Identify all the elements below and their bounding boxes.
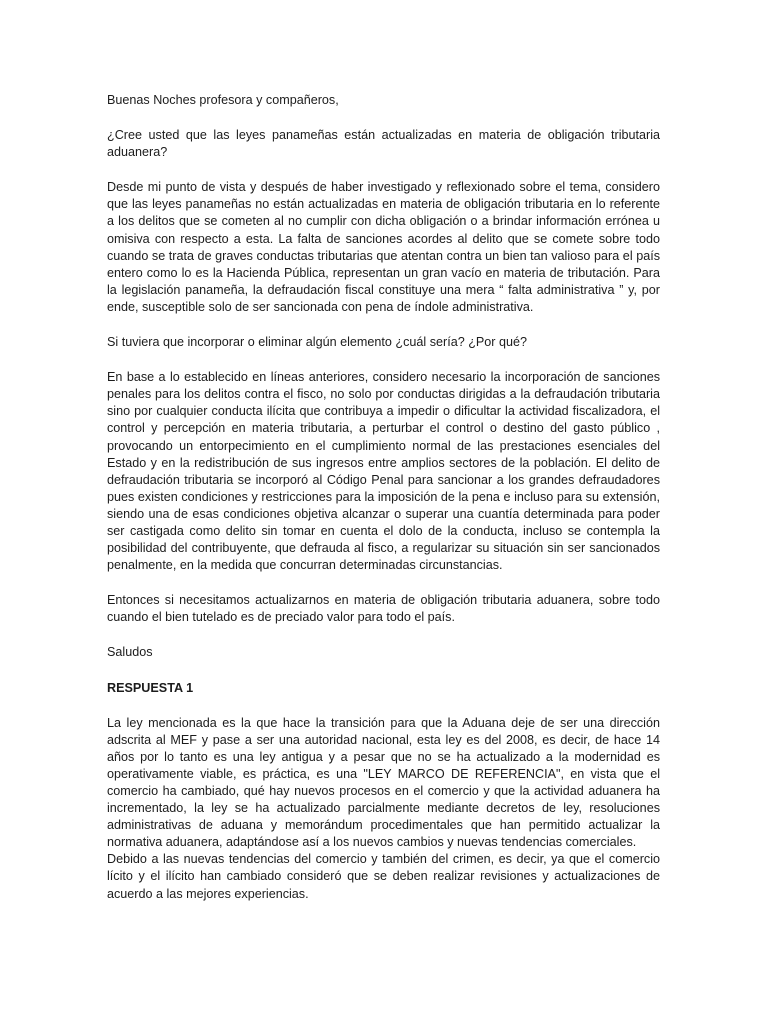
answer-1: Desde mi punto de vista y después de haber investigado y reflexionado sobre el tema, considero que las leyes panameñas no están actualizadas en materia de obligación tributaria en lo referente a los delitos que se cometen al no cumplir con dicha obligación o a brindar información errónea u omisiva con respecto a esta. La falta de sanciones acordes al delito que se comete sobre todo cuando se trata de graves conductas tributarias que atentan contra un bien tan valioso para el país entero como lo es la Hacienda Pública, representan un gran vacío en materia de tributación. Para la legislación panameña, la defraudación fiscal constituye una mera “ falta administrativa ” y, por ende, susceptible solo de ser sancionada con pena de índole administrativa. (107, 180, 660, 314)
response-heading: RESPUESTA 1 (107, 680, 194, 695)
response-paragraph-2: Debido a las nuevas tendencias del comercio y también del crimen, es decir, ya que el comercio lícito y el ilícito han cambiado consideró que se deben realizar revisiones y actualizaciones de acuerdo a las mejores experiencias. (107, 852, 660, 901)
response-paragraph-1: La ley mencionada es la que hace la transición para que la Aduana deje de ser una dirección adscrita al MEF y pase a ser una autoridad nacional, esta ley es del 2008, es decir, de hace 14 años por lo tanto es una ley antigua y a pesar que no se ha actualizado a la modernidad es operativamente viable, es práctica, es una "LEY MARCO DE REFERENCIA", en vista que el comercio ha cambiado, qué hay nuevos procesos en el comercio y que la actividad aduanera ha incrementado, la ley se ha actualizado parcialmente mediante decretos de ley, resoluciones administrativas de aduana y memorándum procedimentales que han permitido actualizar la normativa aduanera, adaptándose así a los nuevos cambios y nuevas tendencias comerciales. (107, 715, 660, 850)
document-page (107, 92, 660, 903)
question-1: ¿Cree usted que las leyes panameñas están actualizadas en materia de obligación tributaria aduanera? (107, 128, 660, 160)
conclusion: Entonces si necesitamos actualizarnos en materia de obligación tributaria aduanera, sobre todo cuando el bien tutelado es de preciado valor para todo el país. (107, 593, 660, 625)
answer-2: En base a lo establecido en líneas anteriores, considero necesario la incorporación de sanciones penales para los delitos contra el fisco, no solo por conductas dirigidas a la defraudación tributaria sino por cualquier conducta ilícita que contribuya a impedir o dificultar la actividad fiscalizadora, el control y percepción en materia tributaria, a perturbar el control o destino del gasto público , provocando un entorpecimiento en el cumplimiento normal de las prestaciones esenciales del Estado y en la redistribución de sus ingresos entre amplios sectores de la población. El delito de defraudación tributaria se incorporó al Código Penal para sancionar a los grandes defraudadores pues existen condiciones y restricciones para la imposición de la pena e incluso para su extensión, siendo una de esas condiciones objetiva alcanzar o superar una cuantía determinada para poder ser castigada como delito sin tomar en cuenta el dolo de la conducta, incluso se contempla la posibilidad del contribuyente, que defrauda al fisco, a regularizar su situación sin ser sancionados penalmente, en la medida que concurran determinadas circunstancias. (107, 370, 660, 573)
closing: Saludos (107, 645, 153, 660)
question-2: Si tuviera que incorporar o eliminar algún elemento ¿cuál sería? ¿Por qué? (107, 335, 528, 350)
greeting: Buenas Noches profesora y compañeros, (107, 93, 339, 107)
